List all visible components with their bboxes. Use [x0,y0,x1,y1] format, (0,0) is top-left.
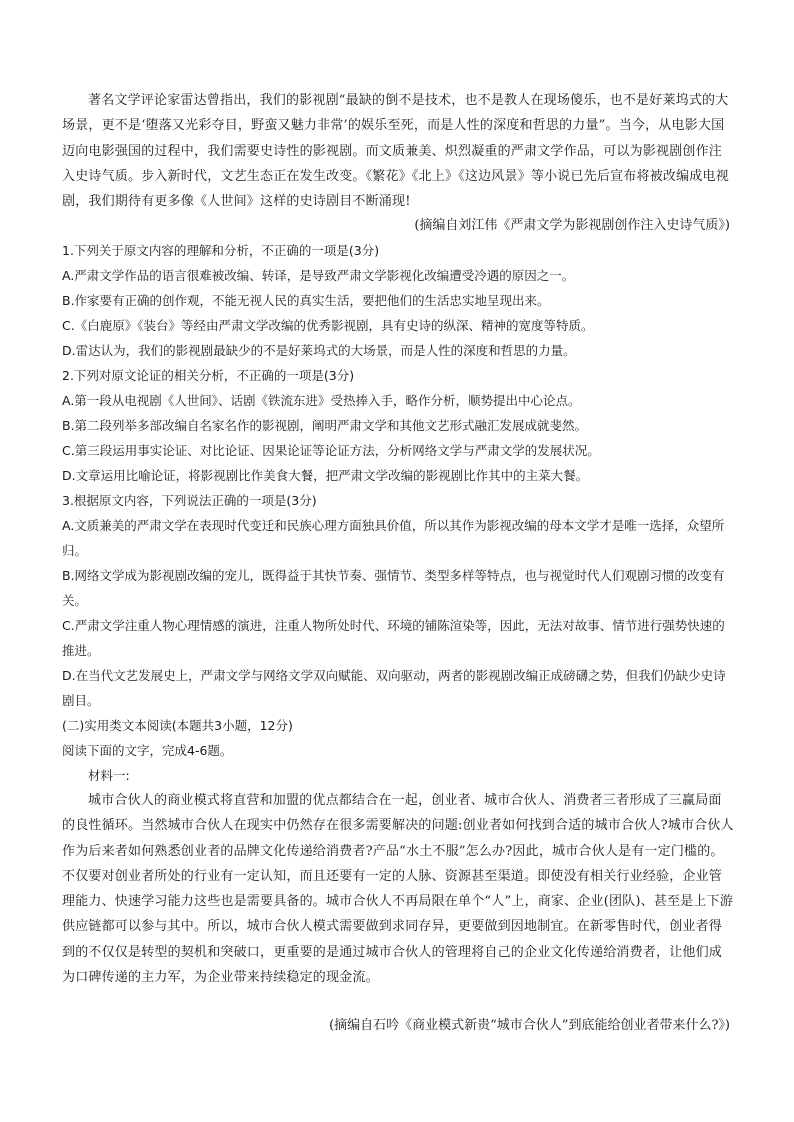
option-b: B.网络文学成为影视剧改编的宠儿，既得益于其快节奏、强情节、类型多样等特点，也与视觉时代人们观剧习惯的改变有关。 [62,568,725,609]
option-c: C.第三段运用事实论证、对比论证、因果论证等论证方法，分析网络文学与严肃文学的发展状况。 [62,443,600,458]
option-d: D.在当代文艺发展史上，严肃文学与网络文学双向赋能、双向驱动，两者的影视剧改编正成磅礴之势，但我们仍缺少史诗剧目。 [62,668,726,709]
option-b: B.作家要有正确的创作观，不能无视人民的真实生活，要把他们的生活忠实地呈现出来。 [62,293,550,308]
passage-source: (摘编自刘江伟《严肃文学为影视剧创作注入史诗气质》) [414,218,730,233]
question-stem: 3.根据原文内容，下列说法正确的一项是(3分) [62,493,317,508]
option-d: D.雷达认为，我们的影视剧最缺少的不是好莱坞式的大场景，而是人性的深度和哲思的力量。 [62,343,576,358]
option-d: D.文章运用比喻论证，将影视剧比作美食大餐，把严肃文学改编的影视剧比作其中的主菜大餐。 [62,468,589,483]
question-stem: 2.下列对原文论证的相关分析，不正确的一项是(3分) [62,368,355,383]
option-a: A.严肃文学作品的语言很难被改编、转译，是导致严肃文学影视化改编遭受冷遇的原因之一。 [62,268,575,283]
material-source: (摘编自石吟《商业模式新贵“城市合伙人”到底能给创业者带来什么?》) [329,1018,730,1033]
passage-paragraph: 著名文学评论家雷达曾指出，我们的影视剧“最缺的倒不是技术，也不是教人在现场傻乐，也不是好莱坞式的大场景，更不是‘堕落又光彩夺目，野蛮又魅力非常’的娱乐至死，而是人性的深度和哲思的力量”。当今，从电影大国迈向电影强国的过程中，我们需要史诗性的影视剧。而文质兼美、炽烈凝重的严肃文学作品，可以为影视剧创作注入史诗气质。步入新时代，文艺生态正在发生改变。《繁花》《北上》《这边风景》等小说已先后宣布将被改编成电视剧，我们期待有更多像《人世间》这样的史诗剧目不断涌现! [62,93,729,210]
option-a: A.第一段从电视剧《人世间》、话剧《铁流东进》受热捧入手，略作分析，顺势提出中心论点。 [62,393,581,408]
material-paragraph: 城市合伙人的商业模式将直营和加盟的优点都结合在一起，创业者、城市合伙人、消费者三者形成了三赢局面的良性循环。当然城市合伙人在现实中仍然存在很多需要解决的问题:创业者如何找到合适的城市合伙人?城市合伙人作为后来者如何熟悉创业者的品牌文化传递给消费者?产品“水土不服”怎么办?因此，城市合伙人是有一定门槛的。不仅要对创业者所处的行业有一定认知，而且还要有一定的人脉、资源甚至渠道。即使没有相关行业经验，企业管理能力、快速学习能力这些也是需要具备的。城市合伙人不再局限在单个“人”上，商家、企业(团队)、甚至是上下游供应链都可以参与其中。所以，城市合伙人模式需要做到求同存异，更要做到因地制宜。在新零售时代，创业者得到的不仅仅是转型的契机和突破口，更重要的是通过城市合伙人的管理将自己的企业文化传递给消费者，让他们成为口碑传递的主力军，为企业带来持续稳定的现金流。 [62,793,734,986]
question-stem: 1.下列关于原文内容的理解和分析，不正确的一项是(3分) [62,243,380,258]
material-label: 材料一: [88,768,130,783]
option-a: A.文质兼美的严肃文学在表现时代变迁和民族心理方面独具价值，所以其作为影视改编的母本文学才是唯一选择，众望所归。 [62,518,725,559]
section-instruction: 阅读下面的文字，完成4-6题。 [62,743,233,758]
option-c: C.严肃文学注重人物心理情感的演进，注重人物所处时代、环境的铺陈渲染等，因此，无法对故事、情节进行强势快速的推进。 [62,618,725,659]
option-b: B.第二段列举多部改编自名家名作的影视剧，阐明严肃文学和其他文艺形式融汇发展成就斐然。 [62,418,588,433]
section-heading: (二)实用类文本阅读(本题共3小题，12分) [62,718,293,733]
option-c: C.《白鹿原》《装台》等经由严肃文学改编的优秀影视剧，具有史诗的纵深、精神的宽度等特质。 [62,318,594,333]
